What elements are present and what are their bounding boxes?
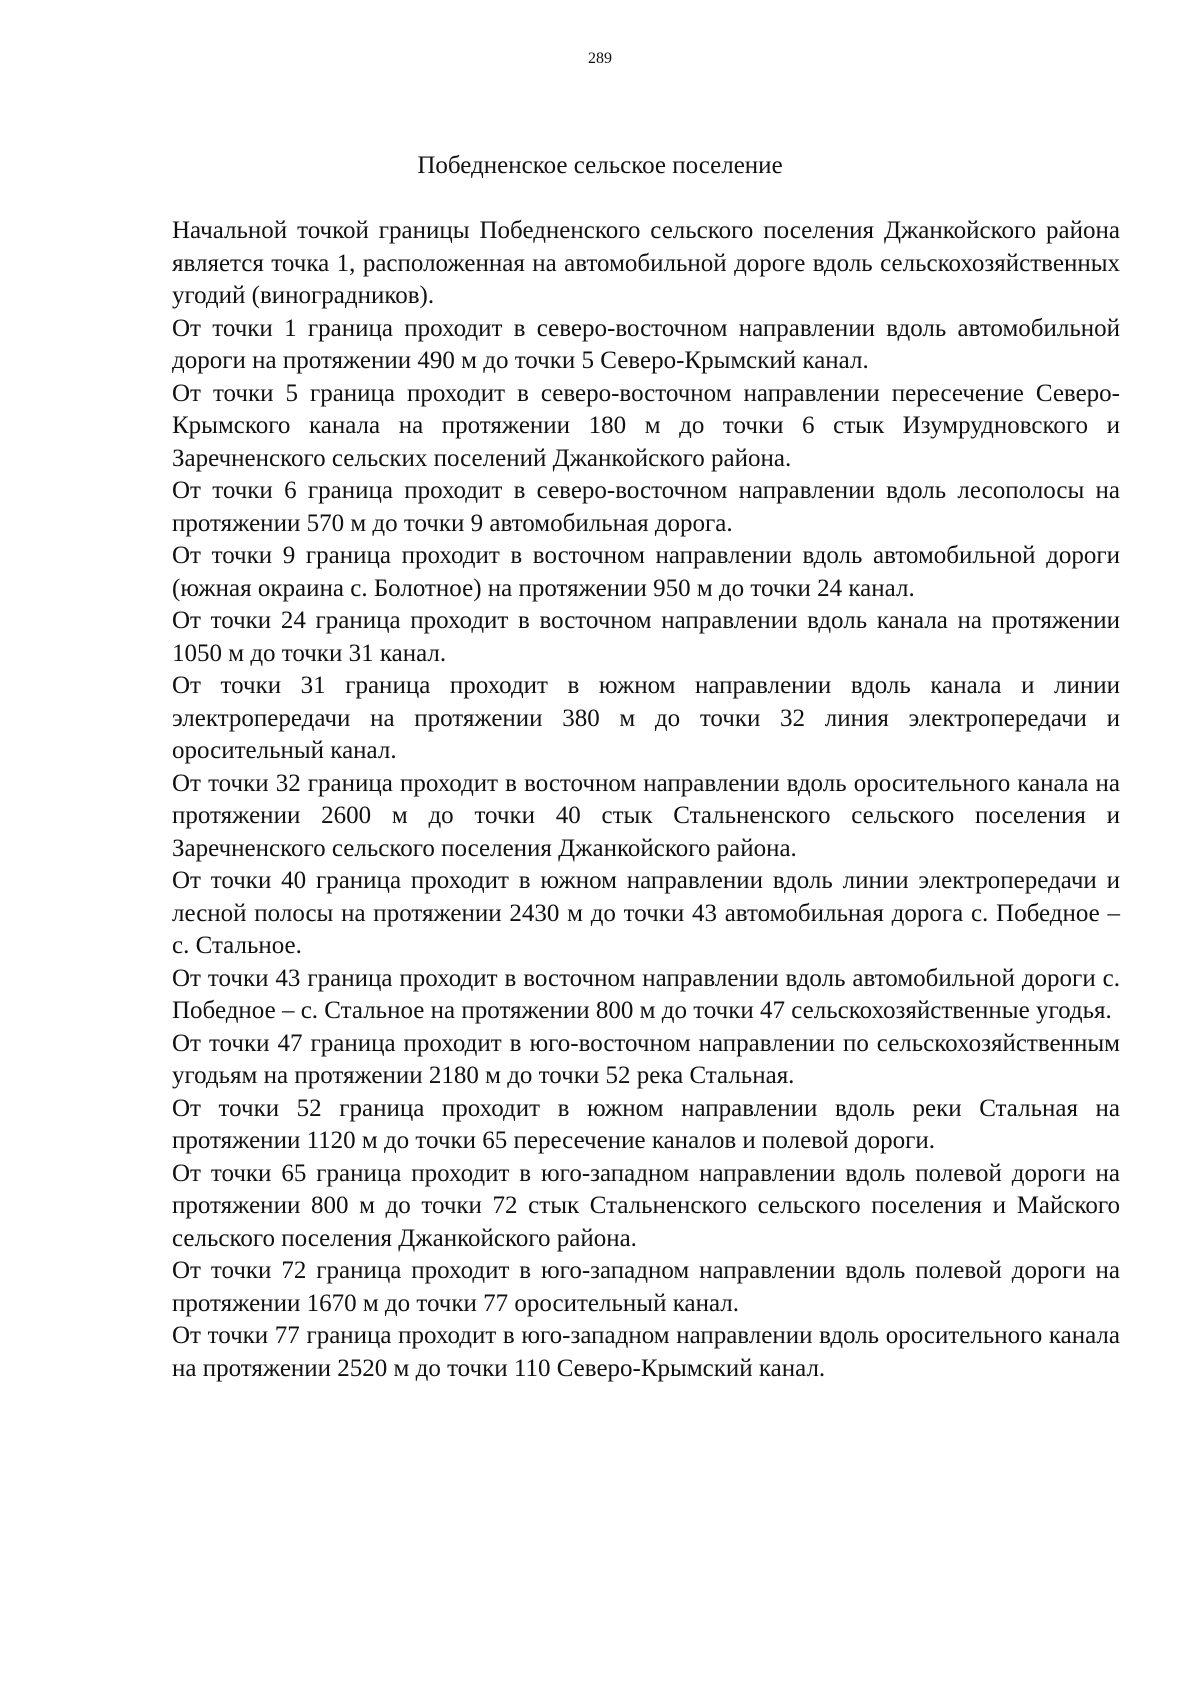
section-title: Победненское сельское поселение xyxy=(417,152,783,179)
paragraph-point-40: От точки 40 граница проходит в южном направлении вдоль линии электропередачи и лесной полосы на протяжении 2430 м до точки 43 автомобильная дорога с. Победное – с. Стальное. xyxy=(172,867,1120,959)
paragraph-point-72: От точки 72 граница проходит в юго-западном направлении вдоль полевой дороги на протяжении 1670 м до точки 77 оросительный канал. xyxy=(172,1257,1120,1317)
paragraph-point-32: От точки 32 граница проходит в восточном направлении вдоль оросительного канала на протяжении 2600 м до точки 40 стык Стальненского сельского поселения и Заречненского сельского поселения Джанкойского района. xyxy=(172,769,1120,862)
paragraph-point-6: От точки 6 граница проходит в северо-восточном направлении вдоль лесополосы на протяжении 570 м до точки 9 автомобильная дорога. xyxy=(172,477,1120,537)
document-body xyxy=(172,215,1120,1385)
paragraph-start-point: Начальной точкой границы Победненского сельского поселения Джанкойского района является точка 1, расположенная на автомобильной дороге вдоль сельскохозяйственных угодий (виноградников). xyxy=(172,217,1120,309)
page-number: 289 xyxy=(588,50,612,67)
paragraph-point-43: От точки 43 граница проходит в восточном направлении вдоль автомобильной дороги с. Победное – с. Стальное на протяжении 800 м до точки 47 сельскохозяйственные угодья. xyxy=(172,964,1120,1024)
paragraph-point-31: От точки 31 граница проходит в южном направлении вдоль канала и линии электропередачи на протяжении 380 м до точки 32 линия электропередачи и оросительный канал. xyxy=(172,672,1120,764)
paragraph-point-9: От точки 9 граница проходит в восточном направлении вдоль автомобильной дороги (южная окраина с. Болотное) на протяжении 950 м до точки 24 канал. xyxy=(172,542,1120,602)
paragraph-point-65: От точки 65 граница проходит в юго-западном направлении вдоль полевой дороги на протяжении 800 м до точки 72 стык Стальненского сельского поселения и Майского сельского поселения Джанкойского района. xyxy=(172,1159,1120,1252)
paragraph-point-52: От точки 52 граница проходит в южном направлении вдоль реки Стальная на протяжении 1120 м до точки 65 пересечение каналов и полевой дороги. xyxy=(172,1094,1120,1154)
paragraph-point-1: От точки 1 граница проходит в северо-восточном направлении вдоль автомобильной дороги на протяжении 490 м до точки 5 Северо-Крымский канал. xyxy=(172,314,1120,374)
paragraph-point-24: От точки 24 граница проходит в восточном направлении вдоль канала на протяжении 1050 м до точки 31 канал. xyxy=(172,607,1120,667)
paragraph-point-5: От точки 5 граница проходит в северо-восточном направлении пересечение Северо-Крымского канала на протяжении 180 м до точки 6 стык Изумрудновского и Заречненского сельских поселений Джанкойского района. xyxy=(172,379,1120,472)
paragraph-point-47: От точки 47 граница проходит в юго-восточном направлении по сельскохозяйственным угодьям на протяжении 2180 м до точки 52 река Стальная. xyxy=(172,1029,1120,1089)
paragraph-point-77: От точки 77 граница проходит в юго-западном направлении вдоль оросительного канала на протяжении 2520 м до точки 110 Северо-Крымский канал. xyxy=(172,1322,1120,1382)
